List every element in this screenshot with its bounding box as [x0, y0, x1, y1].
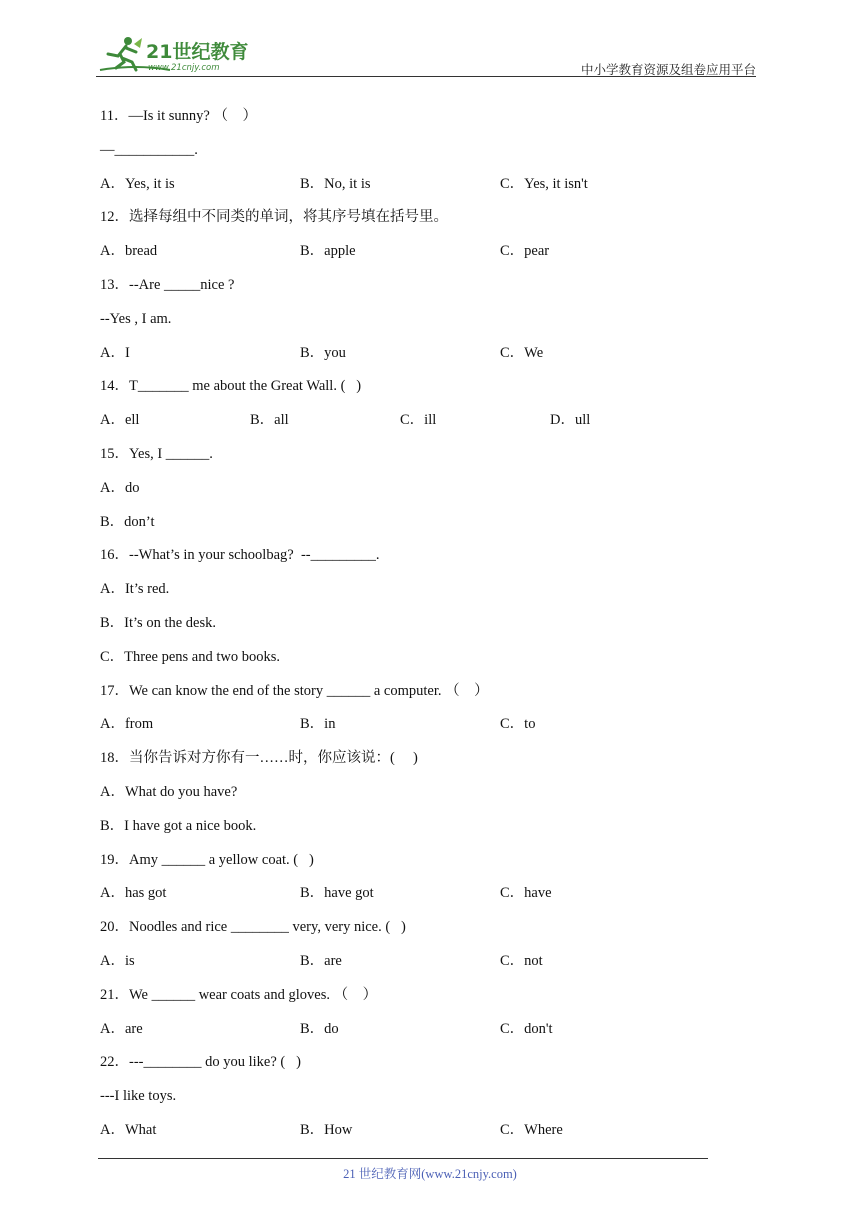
page-header [96, 30, 756, 80]
answer-option[interactable]: B．in [300, 716, 336, 733]
answer-option[interactable]: B．It’s on the desk. [100, 615, 216, 631]
question-stem: 18．当你告诉对方你有一……时，你应该说：( ) [100, 750, 418, 767]
answer-option[interactable]: C．Where [500, 1122, 563, 1138]
answer-option[interactable]: A．Yes, it is [100, 175, 175, 192]
answer-option[interactable]: D．ull [550, 412, 591, 429]
answer-option[interactable]: C．ill [400, 412, 437, 429]
answer-option[interactable]: A．are [100, 1020, 143, 1037]
answer-option[interactable]: B．you [300, 344, 346, 361]
answer-option[interactable]: A．What do you have? [100, 784, 238, 800]
answer-option[interactable]: C．to [500, 716, 536, 733]
answer-option[interactable]: A．has got [100, 885, 167, 902]
logo-main-text: 21世纪教育 [146, 41, 249, 63]
answer-option[interactable]: B．don’t [100, 513, 155, 530]
question-extra-line: —___________. [100, 141, 198, 158]
answer-option[interactable]: C．Yes, it isn't [500, 175, 588, 192]
answer-option[interactable]: A．from [100, 716, 154, 733]
answer-option[interactable]: C．We [500, 344, 544, 361]
question-stem: 12．选择每组中不同类的单词，将其序号填在括号里。 [100, 209, 448, 226]
answer-option[interactable]: A．What [100, 1122, 157, 1138]
question-stem: 17．We can know the end of the story ______ a computer. （ ） [100, 682, 489, 699]
answer-option[interactable]: C．not [500, 953, 543, 969]
footer-divider [98, 1158, 708, 1159]
answer-option[interactable]: B．have got [300, 885, 374, 902]
answer-option[interactable]: A．It’s red. [100, 581, 170, 598]
question-stem: 20．Noodles and rice ________ very, very nice. ( ) [100, 919, 406, 936]
answer-option[interactable]: A．is [100, 953, 135, 969]
answer-option[interactable]: C．have [500, 885, 552, 902]
answer-option[interactable]: C．Three pens and two books. [100, 648, 281, 665]
answer-option[interactable]: B．I have got a nice book. [100, 817, 257, 834]
answer-option[interactable]: B．How [300, 1122, 353, 1138]
question-stem: 14．T_______ me about the Great Wall. ( ) [100, 378, 362, 395]
platform-name: 中小学教育资源及组卷应用平台 [580, 62, 756, 77]
answer-option[interactable]: C．pear [500, 243, 550, 260]
answer-option[interactable]: B．apple [300, 243, 356, 260]
question-stem: 21．We ______ wear coats and gloves. （ ） [100, 986, 378, 1003]
question-stem: 22．---________ do you like? ( ) [100, 1054, 301, 1071]
header-divider [96, 76, 756, 77]
answer-option[interactable]: C．don't [500, 1020, 553, 1037]
answer-option[interactable]: B．are [300, 953, 342, 969]
question-stem: 13．--Are _____nice ? [100, 277, 235, 293]
question-stem: 19．Amy ______ a yellow coat. ( ) [100, 851, 314, 868]
site-logo [96, 34, 266, 78]
footer-text: 21 世纪教育网(www.21cnjy.com) [343, 1167, 517, 1181]
question-extra-line: --Yes , I am. [100, 310, 172, 327]
answer-option[interactable]: B．all [250, 412, 289, 429]
answer-option[interactable]: A．do [100, 479, 140, 496]
question-extra-line: ---I like toys. [100, 1088, 177, 1105]
answer-option[interactable]: B．do [300, 1020, 339, 1037]
answer-option[interactable]: B．No, it is [300, 175, 371, 192]
answer-option[interactable]: A．ell [100, 412, 140, 429]
question-stem: 15．Yes, I ______. [100, 446, 213, 462]
question-stem: 11．—Is it sunny? （ ） [100, 108, 257, 124]
answer-option[interactable]: A．bread [100, 243, 158, 260]
logo-url-text: www.21cnjy.com [148, 63, 220, 73]
answer-option[interactable]: A．I [100, 344, 130, 361]
question-stem: 16．--What’s in your schoolbag? --_________. [100, 547, 380, 564]
